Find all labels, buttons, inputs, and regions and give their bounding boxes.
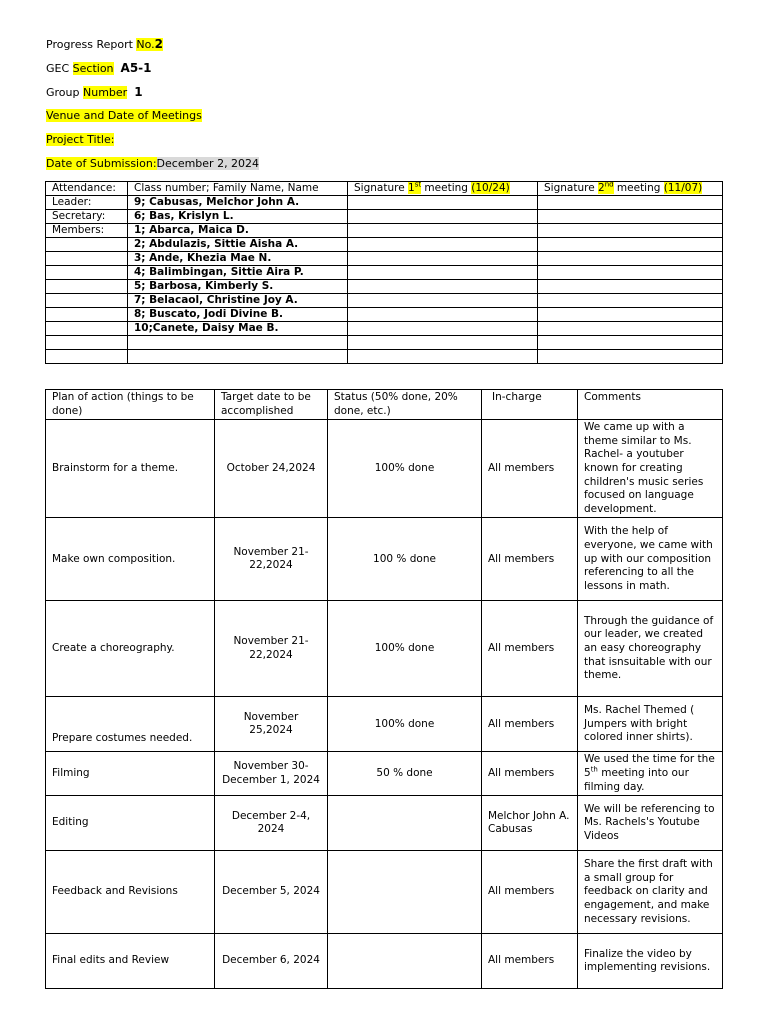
attendance-row — [46, 238, 723, 252]
plan-target-date: December 2-4, 2024 — [215, 796, 328, 851]
section-value: A5-1 — [120, 61, 152, 75]
signature-2-cell[interactable] — [538, 224, 723, 238]
attendance-row — [46, 252, 723, 266]
attendance-row — [46, 294, 723, 308]
plan-comments: We came up with a theme similar to Ms. Rachel- a youtuber known for creating children's music series focused on language development. — [578, 420, 723, 518]
plan-row — [46, 752, 723, 796]
attendance-role — [46, 266, 128, 280]
attendance-header-row — [46, 182, 723, 196]
plan-incharge: Melchor John A. Cabusas — [482, 796, 578, 851]
plan-row — [46, 601, 723, 697]
plan-comments: Share the first draft with a small group for feedback on clarity and engagement, and make necessary revisions. — [578, 851, 723, 934]
number-label: Number — [83, 86, 128, 99]
attendance-row — [46, 196, 723, 210]
signature-2-cell[interactable] — [538, 294, 723, 308]
attendance-row — [46, 266, 723, 280]
plan-comments: Ms. Rachel Themed ( Jumpers with bright colored inner shirts). — [578, 697, 723, 752]
report-title-line — [46, 37, 163, 52]
signature-2-cell[interactable] — [538, 196, 723, 210]
attendance-role: Members: — [46, 224, 128, 238]
attendance-table — [45, 181, 723, 364]
signature-2-cell[interactable] — [538, 210, 723, 224]
plan-action: Filming — [46, 752, 215, 796]
plan-incharge: All members — [482, 851, 578, 934]
plan-target-header: Target date to be accomplished — [215, 390, 328, 420]
attendance-role — [46, 322, 128, 336]
plan-action-header: Plan of action (things to be done) — [46, 390, 215, 420]
attendance-role — [46, 238, 128, 252]
attendance-role — [46, 280, 128, 294]
gec-label: GEC — [46, 62, 73, 75]
plan-comments-header: Comments — [578, 390, 723, 420]
member-name: 3; Ande, Khezia Mae N. — [128, 252, 348, 266]
attendance-role: Leader: — [46, 196, 128, 210]
plan-target-date: October 24,2024 — [215, 420, 328, 518]
section-label: Section — [72, 62, 114, 75]
signature-1-cell[interactable] — [348, 294, 538, 308]
plan-action: Prepare costumes needed. — [46, 697, 215, 752]
attendance-role — [46, 336, 128, 350]
plan-action: Feedback and Revisions — [46, 851, 215, 934]
plan-status: 50 % done — [328, 752, 482, 796]
plan-action: Editing — [46, 796, 215, 851]
signature-2-cell[interactable] — [538, 350, 723, 364]
plan-target-date: December 5, 2024 — [215, 851, 328, 934]
plan-status: 100% done — [328, 420, 482, 518]
attendance-role — [46, 350, 128, 364]
signature-2-col-label: Signature 2nd meeting (11/07) — [538, 182, 723, 196]
member-name: 2; Abdulazis, Sittie Aisha A. — [128, 238, 348, 252]
group-value: 1 — [134, 85, 143, 99]
signature-1-cell[interactable] — [348, 350, 538, 364]
attendance-row — [46, 350, 723, 364]
plan-of-action-table — [45, 389, 723, 989]
plan-incharge-header: In-charge — [482, 390, 578, 420]
plan-row — [46, 851, 723, 934]
attendance-row — [46, 210, 723, 224]
plan-comments: We used the time for the 5th meeting into our filming day. — [578, 752, 723, 796]
signature-2-cell[interactable] — [538, 336, 723, 350]
member-name: 4; Balimbingan, Sittie Aira P. — [128, 266, 348, 280]
plan-row — [46, 420, 723, 518]
signature-2-cell[interactable] — [538, 266, 723, 280]
plan-incharge: All members — [482, 518, 578, 601]
plan-status: 100 % done — [328, 518, 482, 601]
group-line — [46, 85, 143, 100]
member-name: 1; Abarca, Maica D. — [128, 224, 348, 238]
attendance-role — [46, 308, 128, 322]
plan-action: Brainstorm for a theme. — [46, 420, 215, 518]
plan-status: 100% done — [328, 697, 482, 752]
attendance-row — [46, 336, 723, 350]
submission-label: Date of Submission: — [46, 157, 157, 170]
plan-row — [46, 796, 723, 851]
attendance-row — [46, 280, 723, 294]
signature-1-cell[interactable] — [348, 238, 538, 252]
member-name — [128, 336, 348, 350]
signature-2-cell[interactable] — [538, 308, 723, 322]
signature-2-cell[interactable] — [538, 280, 723, 294]
member-name: 5; Barbosa, Kimberly S. — [128, 280, 348, 294]
attendance-row — [46, 308, 723, 322]
member-name: 8; Buscato, Jodi Divine B. — [128, 308, 348, 322]
member-name: 10;Canete, Daisy Mae B. — [128, 322, 348, 336]
signature-2-cell[interactable] — [538, 322, 723, 336]
plan-comments: With the help of everyone, we came with up with our composition referencing to all the lessons in math. — [578, 518, 723, 601]
plan-row — [46, 697, 723, 752]
submission-date: December 2, 2024 — [156, 157, 260, 170]
plan-incharge: All members — [482, 420, 578, 518]
plan-comments: Through the guidance of our leader, we created an easy choreography that isnsuitable with our theme. — [578, 601, 723, 697]
venue-label: Venue and Date of Meetings — [46, 109, 202, 122]
plan-incharge: All members — [482, 697, 578, 752]
plan-target-date: November 25,2024 — [215, 697, 328, 752]
plan-comments: We will be referencing to Ms. Rachels's Youtube Videos — [578, 796, 723, 851]
project-title-line — [46, 133, 114, 147]
plan-target-date: November 21-22,2024 — [215, 518, 328, 601]
plan-incharge: All members — [482, 934, 578, 989]
attendance-row — [46, 322, 723, 336]
member-name: 9; Cabusas, Melchor John A. — [128, 196, 348, 210]
plan-status — [328, 796, 482, 851]
plan-target-date: November 30-December 1, 2024 — [215, 752, 328, 796]
plan-status-header: Status (50% done, 20% done, etc.) — [328, 390, 482, 420]
signature-1-col-label: Signature 1st meeting (10/24) — [348, 182, 538, 196]
project-title-label: Project Title: — [46, 133, 115, 146]
signature-2-cell[interactable] — [538, 252, 723, 266]
member-name — [128, 350, 348, 364]
attendance-col-label: Attendance: — [46, 182, 128, 196]
attendance-role — [46, 294, 128, 308]
plan-status: 100% done — [328, 601, 482, 697]
signature-1-cell[interactable] — [348, 308, 538, 322]
plan-target-date: December 6, 2024 — [215, 934, 328, 989]
member-name: 6; Bas, Krislyn L. — [128, 210, 348, 224]
member-name: 7; Belacaol, Christine Joy A. — [128, 294, 348, 308]
section-line — [46, 61, 152, 76]
attendance-row — [46, 224, 723, 238]
plan-incharge: All members — [482, 752, 578, 796]
plan-row — [46, 934, 723, 989]
group-label: Group — [46, 86, 83, 99]
plan-incharge: All members — [482, 601, 578, 697]
signature-1-cell[interactable] — [348, 210, 538, 224]
report-no-label: No.2 — [136, 37, 164, 51]
plan-action: Create a choreography. — [46, 601, 215, 697]
attendance-role: Secretary: — [46, 210, 128, 224]
plan-action: Final edits and Review — [46, 934, 215, 989]
plan-header-row — [46, 390, 723, 420]
class-number-col-label: Class number; Family Name, Name — [128, 182, 348, 196]
signature-1-cell[interactable] — [348, 336, 538, 350]
signature-1-cell[interactable] — [348, 280, 538, 294]
report-label: Progress Report — [46, 38, 137, 51]
signature-1-cell[interactable] — [348, 196, 538, 210]
plan-status — [328, 851, 482, 934]
submission-line — [46, 157, 259, 171]
plan-row — [46, 518, 723, 601]
plan-comments: Finalize the video by implementing revisions. — [578, 934, 723, 989]
plan-action: Make own composition. — [46, 518, 215, 601]
signature-2-cell[interactable] — [538, 238, 723, 252]
plan-target-date: November 21-22,2024 — [215, 601, 328, 697]
signature-1-cell[interactable] — [348, 224, 538, 238]
signature-1-cell[interactable] — [348, 252, 538, 266]
plan-status — [328, 934, 482, 989]
signature-1-cell[interactable] — [348, 322, 538, 336]
venue-line — [46, 109, 202, 123]
attendance-role — [46, 252, 128, 266]
signature-1-cell[interactable] — [348, 266, 538, 280]
